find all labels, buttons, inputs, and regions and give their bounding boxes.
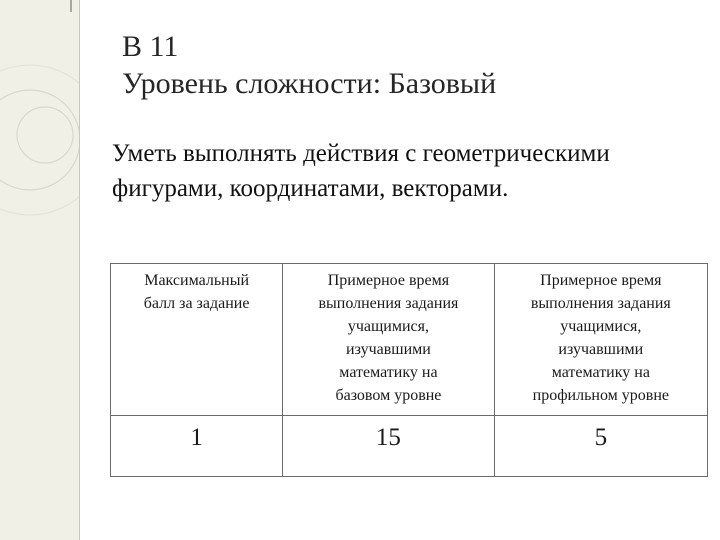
difficulty-level: Уровень сложности: Базовый — [122, 67, 497, 100]
description-line-1: Уметь выполнять действия с геометрическими — [112, 140, 610, 167]
header-max-score — [111, 264, 283, 416]
header-text: изучавшими — [346, 341, 431, 358]
header-time-basic — [283, 264, 494, 416]
slide-title — [122, 28, 496, 102]
table-row — [111, 416, 708, 477]
task-number: В 11 — [122, 30, 179, 63]
table-header-row — [111, 264, 708, 416]
header-text: Примерное время — [540, 272, 662, 289]
cell-time-profile: 5 — [494, 416, 707, 477]
cell-max-score: 1 — [111, 416, 283, 477]
header-text: выполнения задания — [318, 295, 459, 312]
header-text: Максимальный — [144, 272, 249, 289]
header-text: Примерное время — [327, 272, 450, 289]
left-decor-panel — [0, 0, 80, 540]
header-text: изучавшими — [558, 341, 644, 358]
header-text: выполнения задания — [530, 295, 671, 312]
header-text: базовом уровне — [335, 387, 442, 404]
header-text: математику на — [339, 364, 438, 381]
header-text: профильном уровне — [532, 387, 669, 404]
header-text: учащимися, — [347, 318, 430, 335]
deco-circle-outer — [0, 65, 79, 215]
header-time-profile — [494, 264, 707, 416]
task-description — [112, 136, 702, 206]
info-table — [110, 263, 708, 477]
deco-circle-medium — [17, 107, 73, 163]
header-text: учащимися, — [560, 318, 642, 335]
cell-time-basic: 15 — [283, 416, 494, 477]
header-text: математику на — [551, 364, 650, 381]
decorative-circles — [0, 0, 79, 540]
deco-circle-large — [0, 90, 79, 190]
description-line-2: фигурами, координатами, векторами. — [112, 175, 509, 202]
header-text: балл за задание — [143, 295, 250, 312]
